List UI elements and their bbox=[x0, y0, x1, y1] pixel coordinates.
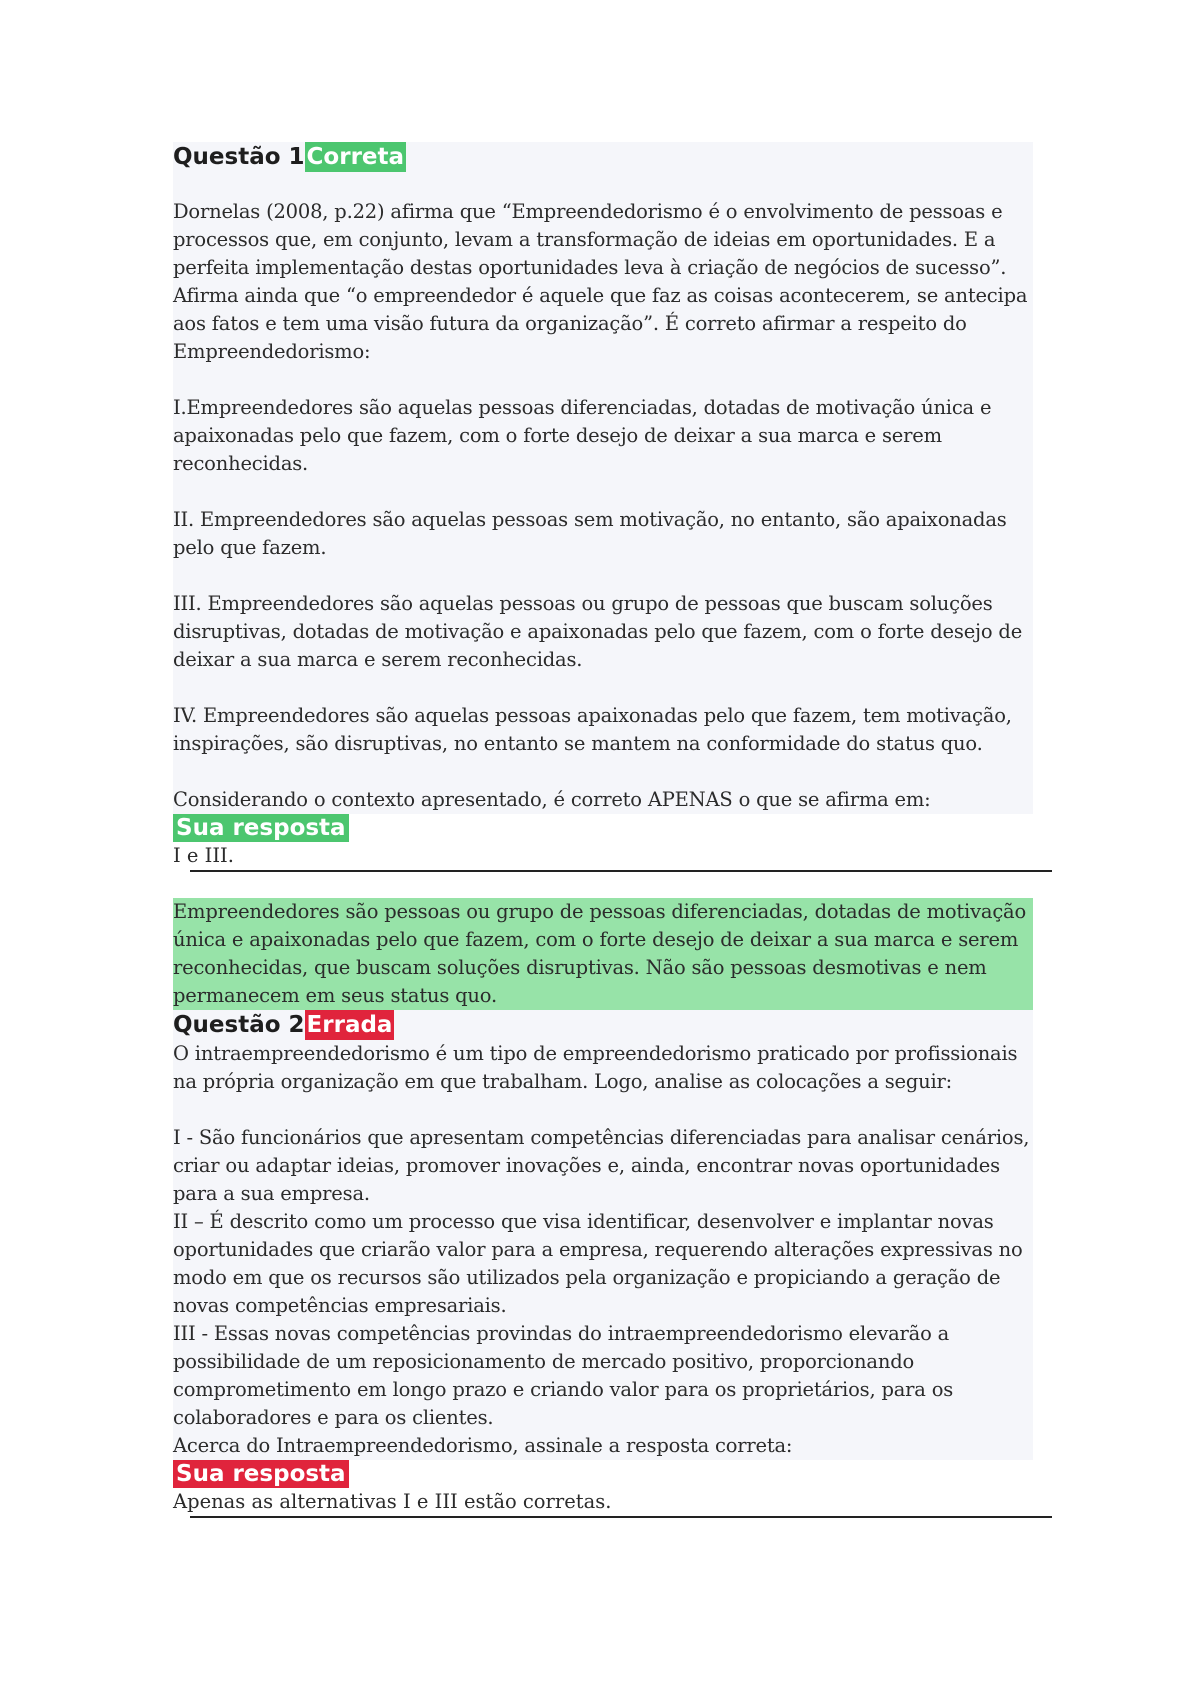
question-2-prompt: Acerca do Intraempreendedorismo, assinale a resposta correta: bbox=[173, 1434, 793, 1457]
question-2-status-badge: Errada bbox=[306, 1012, 393, 1038]
question-1-title bbox=[173, 142, 1033, 172]
question-2-response-label: Sua resposta bbox=[173, 1460, 349, 1488]
question-1-answer: I e III. bbox=[173, 844, 234, 867]
question-2-answer: Apenas as alternativas I e III estão corretas. bbox=[173, 1490, 612, 1513]
question-1-response-label: Sua resposta bbox=[173, 814, 349, 842]
question-2-box bbox=[173, 1010, 1033, 1460]
question-2-label: Questão 2 bbox=[173, 1012, 305, 1038]
question-1-feedback-box bbox=[173, 898, 1033, 1010]
question-1-box bbox=[173, 142, 1033, 814]
question-1-label: Questão 1 bbox=[173, 144, 305, 170]
question-1-item-iii: III. Empreendedores são aquelas pessoas ou grupo de pessoas que buscam soluções disruptivas, dotadas de motivação e apaixonadas pelo que fazem, com o forte desejo de deixar a sua marca e serem reconhecidas. bbox=[173, 592, 1023, 671]
question-2-item-iii: III - Essas novas competências provindas do intraempreendedorismo elevarão a possibilidade de um reposicionamento de mercado positivo, proporcionando comprometimento em longo prazo e criando valor para os proprietários, para os colaboradores e para os clientes. bbox=[173, 1322, 954, 1429]
question-1-prompt: Considerando o contexto apresentado, é correto APENAS o que se afirma em: bbox=[173, 788, 931, 811]
question-1-statement: Dornelas (2008, p.22) afirma que “Empreendedorismo é o envolvimento de pessoas e processos que, em conjunto, levam a transformação de ideias em oportunidades. E a perfeita implementação destas oportunidades leva à criação de negócios de sucesso”. Afirma ainda que “o empreendedor é aquele que faz as coisas acontecerem, se antecipa aos fatos e tem uma visão futura da organização”. É correto afirmar a respeito do Empreendedorismo: bbox=[173, 200, 1028, 363]
question-2-item-i: I - São funcionários que apresentam competências diferenciadas para analisar cenários, criar ou adaptar ideias, promover inovações e, ainda, encontrar novas oportunidades para a sua empresa. bbox=[173, 1126, 1030, 1205]
question-2-item-ii: II – É descrito como um processo que visa identificar, desenvolver e implantar novas oportunidades que criarão valor para a empresa, requerendo alterações expressivas no modo em que os recursos são utilizados pela organização e propiciando a geração de novas competências empresariais. bbox=[173, 1210, 1023, 1317]
question-2-title bbox=[173, 1010, 1033, 1040]
question-1-status-badge: Correta bbox=[306, 144, 405, 170]
question-1-item-ii: II. Empreendedores são aquelas pessoas sem motivação, no entanto, são apaixonadas pelo que fazem. bbox=[173, 508, 1007, 559]
question-1-item-i: I.Empreendedores são aquelas pessoas diferenciadas, dotadas de motivação única e apaixonadas pelo que fazem, com o forte desejo de deixar a sua marca e serem reconhecidas. bbox=[173, 396, 992, 475]
quiz-review bbox=[173, 142, 1033, 1518]
question-1-feedback: Empreendedores são pessoas ou grupo de pessoas diferenciadas, dotadas de motivação única e apaixonadas pelo que fazem, com o forte desejo de deixar a sua marca e serem reconhecidas, que buscam soluções disruptivas. Não são pessoas desmotivas e nem permanecem em seus status quo. bbox=[173, 900, 1027, 1007]
question-2-statement: O intraempreendedorismo é um tipo de empreendedorismo praticado por profissionais na própria organização em que trabalham. Logo, analise as colocações a seguir: bbox=[173, 1042, 1018, 1093]
question-1-item-iv: IV. Empreendedores são aquelas pessoas apaixonadas pelo que fazem, tem motivação, inspirações, são disruptivas, no entanto se mantem na conformidade do status quo. bbox=[173, 704, 1012, 755]
question-2-divider bbox=[190, 1516, 1052, 1518]
